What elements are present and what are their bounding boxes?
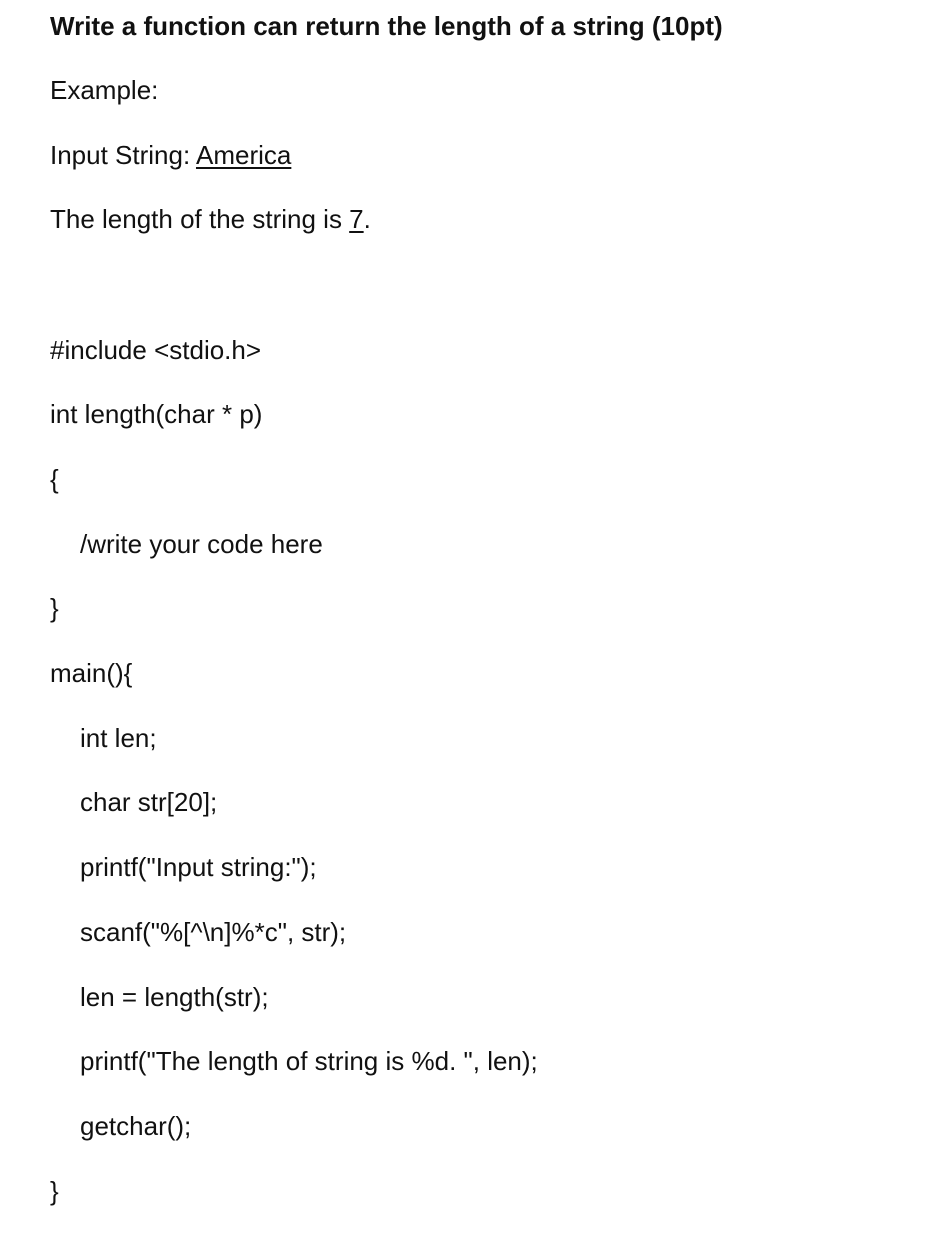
code-placeholder-comment: /write your code here bbox=[80, 529, 323, 559]
code-main-line: printf("The length of string is %d. ", len); bbox=[80, 1046, 538, 1076]
code-open-brace: { bbox=[50, 464, 59, 494]
code-main-line: getchar(); bbox=[80, 1111, 192, 1141]
code-main-line: int len; bbox=[80, 723, 157, 753]
code-main-close: } bbox=[50, 1176, 59, 1206]
example-output-suffix: . bbox=[363, 204, 371, 234]
code-main-line: scanf("%[^\n]%*c", str); bbox=[80, 917, 347, 947]
example-output-value: 7 bbox=[349, 204, 364, 234]
code-main-line: char str[20]; bbox=[80, 787, 218, 817]
example-output-line bbox=[50, 203, 371, 235]
code-main-open: main(){ bbox=[50, 658, 133, 688]
code-include: #include <stdio.h> bbox=[50, 335, 262, 365]
question-title: Write a function can return the length of a string (10pt) bbox=[50, 11, 723, 41]
code-close-brace: } bbox=[50, 593, 59, 623]
example-input-prefix: Input String: bbox=[50, 140, 196, 170]
example-label: Example: bbox=[50, 75, 159, 105]
code-main-line: len = length(str); bbox=[80, 982, 269, 1012]
example-input-value: America bbox=[195, 140, 292, 170]
code-main-line: printf("Input string:"); bbox=[80, 852, 317, 882]
example-input-line bbox=[50, 139, 291, 171]
code-function-signature: int length(char * p) bbox=[50, 399, 263, 429]
example-output-prefix: The length of the string is bbox=[50, 204, 350, 234]
